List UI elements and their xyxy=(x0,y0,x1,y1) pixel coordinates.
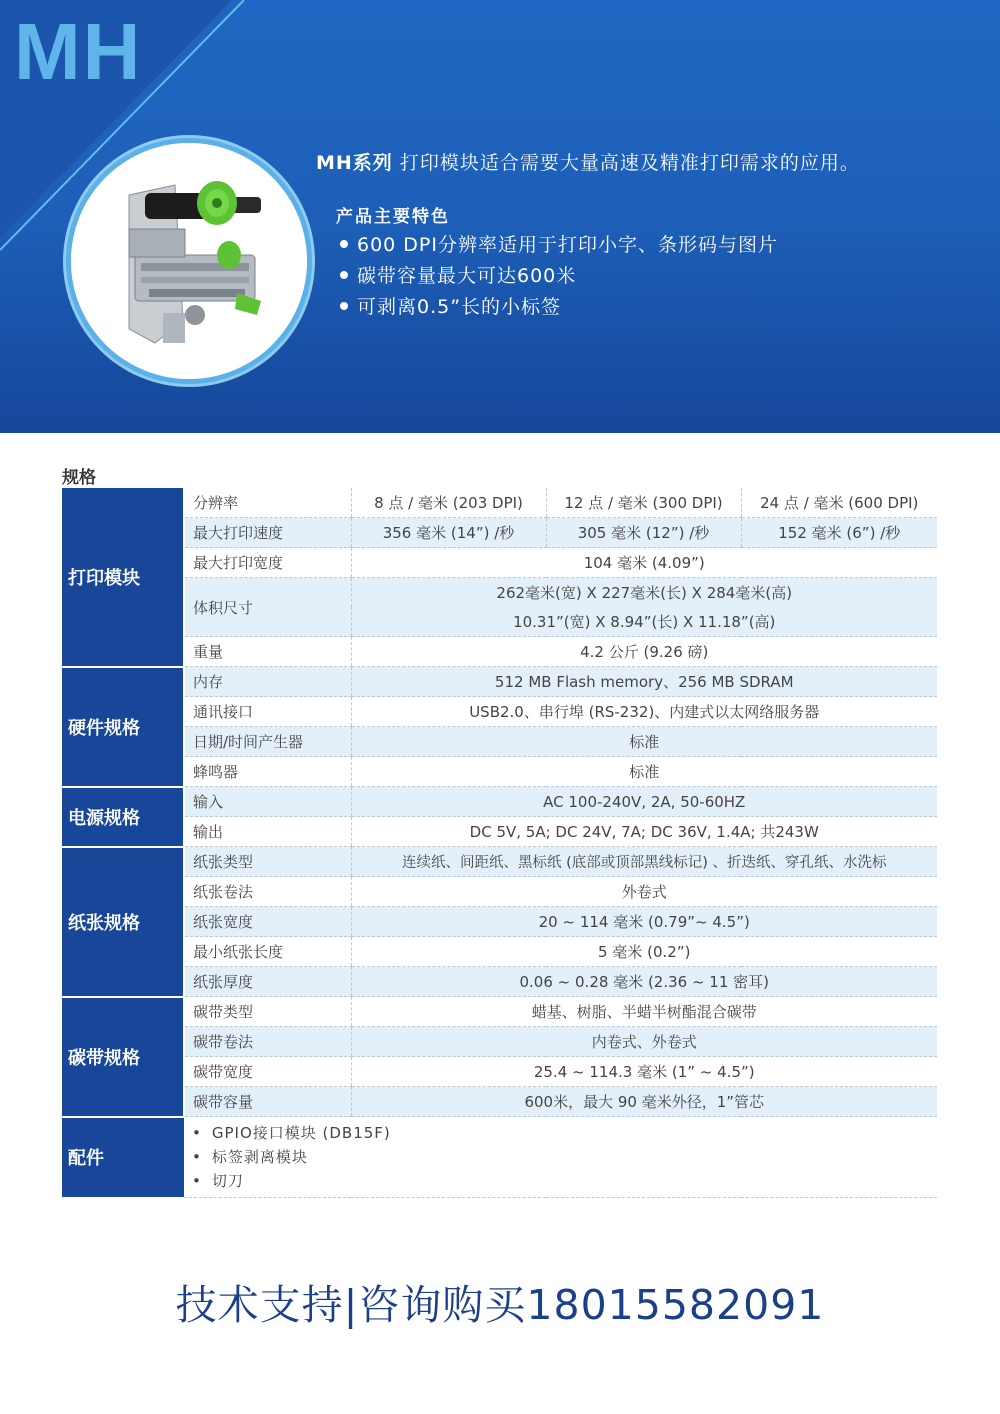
row-label: 内存 xyxy=(184,667,351,697)
product-image xyxy=(66,138,312,384)
row-value: 标准 xyxy=(351,727,937,757)
row-label: 蜂鸣器 xyxy=(184,757,351,787)
row-value: USB2.0、串行埠 (RS-232)、内建式以太网络服务器 xyxy=(351,697,937,727)
category-hardware: 硬件规格 xyxy=(62,667,184,787)
row-value: 104 毫米 (4.09”) xyxy=(351,548,937,578)
table-row xyxy=(62,877,937,907)
table-row xyxy=(62,997,937,1027)
spec-section-title: 规格 xyxy=(62,468,96,488)
feature-item: 可剥离0.5”长的小标签 xyxy=(340,292,778,323)
bullet-icon xyxy=(340,302,348,310)
table-row xyxy=(62,757,937,787)
row-value: 20 ~ 114 毫米 (0.79”~ 4.5”) xyxy=(351,907,937,937)
row-label: 最大打印速度 xyxy=(184,518,351,548)
row-label: 最小纸张长度 xyxy=(184,937,351,967)
row-label: 日期/时间产生器 xyxy=(184,727,351,757)
resolution-300: 12 点 / 毫米 (300 DPI) xyxy=(546,488,741,518)
table-row xyxy=(62,787,937,817)
row-value: 0.06 ~ 0.28 毫米 (2.36 ~ 11 密耳) xyxy=(351,967,937,997)
row-value: DC 5V, 5A; DC 24V, 7A; DC 36V, 1.4A; 共243W xyxy=(351,817,937,847)
accessory-item: • GPIO接口模块 (DB15F) xyxy=(192,1121,937,1145)
speed-203: 356 毫米 (14”) /秒 xyxy=(351,518,546,548)
table-row xyxy=(62,907,937,937)
category-print-module: 打印模块 xyxy=(62,488,184,667)
row-value: 512 MB Flash memory、256 MB SDRAM xyxy=(351,667,937,697)
table-row xyxy=(62,637,937,667)
row-value: 4.2 公斤 (9.26 磅) xyxy=(351,637,937,667)
bullet-icon xyxy=(340,240,348,248)
row-value: 25.4 ~ 114.3 毫米 (1” ~ 4.5”) xyxy=(351,1057,937,1087)
table-row xyxy=(62,1057,937,1087)
feature-item: 碳带容量最大可达600米 xyxy=(340,261,778,292)
row-value: 标准 xyxy=(351,757,937,787)
table-row xyxy=(62,548,937,578)
table-row xyxy=(62,847,937,877)
row-label: 碳带类型 xyxy=(184,997,351,1027)
row-label: 碳带宽度 xyxy=(184,1057,351,1087)
speed-600: 152 毫米 (6”) /秒 xyxy=(741,518,937,548)
series-intro xyxy=(316,148,860,175)
table-row xyxy=(62,727,937,757)
row-label: 碳带卷法 xyxy=(184,1027,351,1057)
series-description: 打印模块适合需要大量高速及精准打印需求的应用。 xyxy=(392,152,860,174)
row-label: 最大打印宽度 xyxy=(184,548,351,578)
row-value: 外卷式 xyxy=(351,877,937,907)
table-row xyxy=(62,967,937,997)
size-metric: 262毫米(宽) X 227毫米(长) X 284毫米(高) xyxy=(351,578,937,608)
row-label: 重量 xyxy=(184,637,351,667)
category-ribbon: 碳带规格 xyxy=(62,997,184,1117)
bullet-icon xyxy=(340,271,348,279)
row-value: 连续纸、间距纸、黑标纸 (底部或顶部黑线标记) 、折迭纸、穿孔纸、水洗标 xyxy=(351,847,937,877)
table-row xyxy=(62,937,937,967)
row-value: 内卷式、外卷式 xyxy=(351,1027,937,1057)
row-label: 碳带容量 xyxy=(184,1087,351,1117)
category-accessories: 配件 xyxy=(62,1117,184,1198)
row-label: 通讯接口 xyxy=(184,697,351,727)
row-label: 体积尺寸 xyxy=(184,578,351,637)
table-row xyxy=(62,1027,937,1057)
row-label: 纸张卷法 xyxy=(184,877,351,907)
table-row xyxy=(62,488,937,518)
accessory-item: • 切刀 xyxy=(192,1169,937,1193)
spec-table xyxy=(62,488,937,1199)
table-row xyxy=(62,518,937,548)
table-row xyxy=(62,697,937,727)
row-label: 输入 xyxy=(184,787,351,817)
features-title: 产品主要特色 xyxy=(336,207,450,227)
category-paper: 纸张规格 xyxy=(62,847,184,997)
table-row xyxy=(62,1117,937,1198)
row-label: 纸张宽度 xyxy=(184,907,351,937)
feature-item: 600 DPI分辨率适用于打印小字、条形码与图片 xyxy=(340,230,778,261)
row-value: AC 100-240V, 2A, 50-60HZ xyxy=(351,787,937,817)
row-label: 纸张类型 xyxy=(184,847,351,877)
speed-300: 305 毫米 (12”) /秒 xyxy=(546,518,741,548)
row-value: 蜡基、树脂、半蜡半树酯混合碳带 xyxy=(351,997,937,1027)
table-row xyxy=(62,817,937,847)
brand-logo-text: MH xyxy=(14,7,143,96)
print-module-illustration xyxy=(71,143,307,379)
row-label: 输出 xyxy=(184,817,351,847)
table-row xyxy=(62,578,937,608)
size-imperial: 10.31”(宽) X 8.94”(长) X 11.18”(高) xyxy=(351,607,937,637)
category-power: 电源规格 xyxy=(62,787,184,847)
series-name: MH系列 xyxy=(316,152,393,174)
row-value: 600米，最大 90 毫米外径，1”管芯 xyxy=(351,1087,937,1117)
table-row xyxy=(62,667,937,697)
resolution-203: 8 点 / 毫米 (203 DPI) xyxy=(351,488,546,518)
table-row xyxy=(62,1087,937,1117)
accessory-item: • 标签剥离模块 xyxy=(192,1145,937,1169)
row-label: 纸张厚度 xyxy=(184,967,351,997)
row-value: 5 毫米 (0.2”) xyxy=(351,937,937,967)
accessories-list xyxy=(184,1117,937,1198)
feature-list xyxy=(340,230,778,323)
resolution-600: 24 点 / 毫米 (600 DPI) xyxy=(741,488,937,518)
row-label: 分辨率 xyxy=(184,488,351,518)
header-banner xyxy=(0,0,1000,433)
contact-footer: 技术支持|咨询购买18015582091 xyxy=(175,1281,825,1329)
